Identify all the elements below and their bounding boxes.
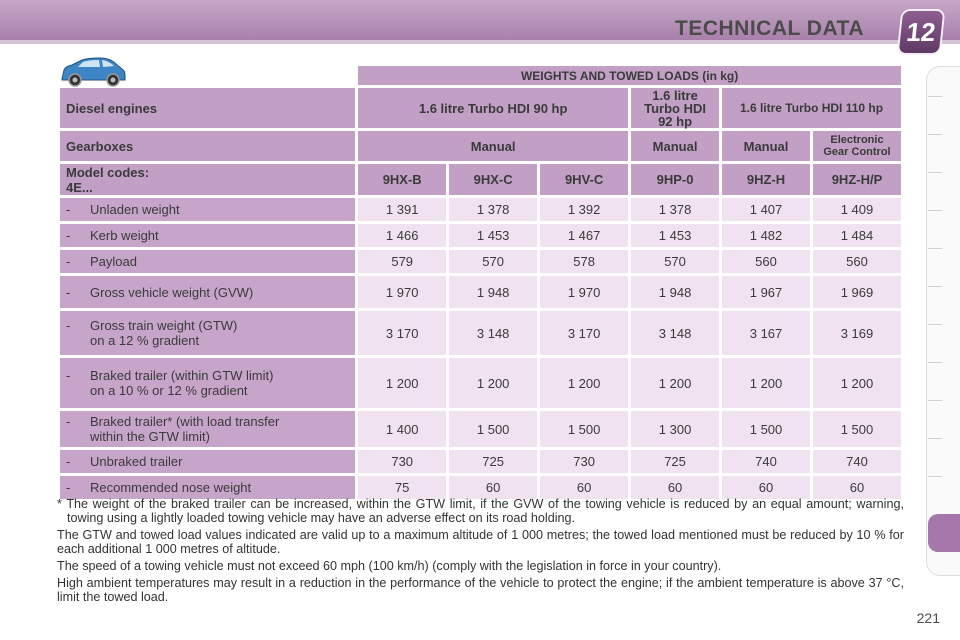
table-cell: 1 500 [722, 411, 810, 447]
table-cell: 60 [540, 476, 628, 499]
side-tab-divider [928, 476, 942, 477]
row-dash: - [66, 254, 71, 269]
table-row [60, 276, 901, 308]
row-label [60, 250, 355, 273]
gearbox-d-line: Gear Control [823, 146, 891, 158]
table-cell: 1 392 [540, 198, 628, 221]
model-code-header: 9HZ-H/P [813, 164, 901, 195]
model-codes-line: 4E... [66, 179, 93, 195]
chapter-badge[interactable]: 12 [899, 11, 943, 53]
table-cell: 1 407 [722, 198, 810, 221]
side-tab-divider [928, 438, 942, 439]
row-label-continuation: on a 12 % gradient [90, 333, 200, 348]
table-cell: 1 484 [813, 224, 901, 247]
side-tab-divider [928, 400, 942, 401]
row-label [60, 450, 355, 473]
row-label-continuation: within the GTW limit) [90, 429, 210, 444]
gearbox-c: Manual [722, 131, 810, 161]
table-cell: 3 167 [722, 311, 810, 355]
table-cell: 1 500 [540, 411, 628, 447]
table-cell: 3 148 [449, 311, 537, 355]
row-dash: - [66, 454, 71, 469]
table-cell: 1 453 [449, 224, 537, 247]
side-tab-active[interactable] [928, 514, 960, 552]
row-dash: - [66, 284, 71, 300]
table-cell: 579 [358, 250, 446, 273]
row-label-text: Braked trailer* (with load transfer [90, 414, 280, 429]
row-label-text: Gross train weight (GTW) [90, 318, 238, 333]
row-label-text: Unladen weight [90, 202, 180, 217]
row-dash: - [66, 480, 71, 495]
table-cell: 730 [358, 450, 446, 473]
table-cell: 3 170 [540, 311, 628, 355]
side-tab-divider [928, 96, 942, 97]
table-row [60, 411, 901, 447]
table-cell: 740 [813, 450, 901, 473]
row-label-continuation: on a 10 % or 12 % gradient [90, 383, 248, 398]
table-cell: 1 378 [449, 198, 537, 221]
table-cell: 60 [722, 476, 810, 499]
chapter-side-tabs [926, 66, 960, 576]
note-paragraph: The speed of a towing vehicle must not exceed 60 mph (100 km/h) (comply with the legislation in force in your country). [57, 559, 722, 573]
table-cell: 1 200 [631, 358, 719, 408]
engine-b-line: 92 hp [658, 113, 693, 129]
table-row [60, 476, 901, 499]
table-cell: 1 969 [813, 276, 901, 308]
row-label [60, 358, 355, 408]
row-label-text: Recommended nose weight [90, 480, 252, 495]
table-cell: 570 [631, 250, 719, 273]
table-cell: 740 [722, 450, 810, 473]
table-cell: 1 300 [631, 411, 719, 447]
engine-b-header [631, 88, 719, 128]
model-codes-label [60, 164, 355, 195]
row-label [60, 411, 355, 447]
table-row [60, 358, 901, 408]
table-row [60, 311, 901, 355]
model-code-header: 9HV-C [540, 164, 628, 195]
table-cell: 560 [722, 250, 810, 273]
table-cell: 570 [449, 250, 537, 273]
engine-row-label: Diesel engines [60, 88, 355, 128]
notes-section [57, 497, 904, 607]
gearbox-a: Manual [358, 131, 628, 161]
row-dash: - [66, 318, 71, 333]
table-cell: 1 482 [722, 224, 810, 247]
table-cell: 578 [540, 250, 628, 273]
model-code-header: 9HX-C [449, 164, 537, 195]
side-tab-divider [928, 134, 942, 135]
engine-b-line: Turbo HDI [644, 100, 706, 116]
row-label-text: Braked trailer (within GTW limit) [90, 368, 274, 383]
table-cell: 1 200 [540, 358, 628, 408]
engine-c-header: 1.6 litre Turbo HDI 110 hp [722, 88, 901, 128]
gearbox-d [813, 131, 901, 161]
side-tab-divider [928, 172, 942, 173]
table-cell: 3 169 [813, 311, 901, 355]
model-code-header: 9HX-B [358, 164, 446, 195]
model-codes-line: Model codes: [66, 164, 150, 180]
page-title: TECHNICAL DATA [675, 17, 864, 40]
side-tab-divider [928, 248, 942, 249]
table-cell: 1 466 [358, 224, 446, 247]
footnote: * The weight of the braked trailer can be increased, within the GTW limit, if the GVW of the towing vehicle is reduced by an equal amount; warning, towing using a lightly loaded towing vehicle may have an adverse effect on its road holding. [57, 497, 904, 525]
table-cell: 1 200 [358, 358, 446, 408]
table-cell: 60 [813, 476, 901, 499]
table-cell: 1 970 [358, 276, 446, 308]
table-cell: 1 453 [631, 224, 719, 247]
row-label [60, 198, 355, 221]
table-cell: 3 170 [358, 311, 446, 355]
weights-table [57, 63, 904, 502]
table-cell: 1 400 [358, 411, 446, 447]
engine-b-line: 1.6 litre [652, 87, 698, 103]
table-cell: 1 500 [449, 411, 537, 447]
note-paragraph: High ambient temperatures may result in a reduction in the performance of the vehicle to protect the engine; if the ambient temperature is above 37 °C, limit the towed load. [57, 576, 904, 604]
row-label-text: Kerb weight [90, 228, 159, 243]
table-row [60, 224, 901, 247]
row-dash: - [66, 202, 71, 217]
table-cell: 730 [540, 450, 628, 473]
side-tab-divider [928, 286, 942, 287]
row-label-text: Gross vehicle weight (GVW) [90, 284, 254, 300]
gearbox-row-label: Gearboxes [60, 131, 355, 161]
row-label [60, 476, 355, 499]
row-label [60, 276, 355, 308]
table-row [60, 198, 901, 221]
table-cell: 1 378 [631, 198, 719, 221]
note-paragraph: The GTW and towed load values indicated are valid up to a maximum altitude of 1 000 metres; the towed load mentioned must be reduced by 10 % for each additional 1 000 metres of altitude. [57, 528, 904, 556]
gearbox-d-line: Electronic [830, 134, 884, 146]
row-label [60, 311, 355, 355]
table-cell: 60 [631, 476, 719, 499]
caption-spacer [60, 66, 355, 85]
table-cell: 1 391 [358, 198, 446, 221]
side-tab-divider [928, 362, 942, 363]
table-cell: 1 200 [722, 358, 810, 408]
table-cell: 1 948 [449, 276, 537, 308]
row-label [60, 224, 355, 247]
page-number: 221 [916, 610, 940, 626]
table-caption: WEIGHTS AND TOWED LOADS (in kg) [358, 66, 901, 85]
table-cell: 1 467 [540, 224, 628, 247]
gearbox-b: Manual [631, 131, 719, 161]
table-cell: 725 [449, 450, 537, 473]
table-row [60, 250, 901, 273]
side-tab-divider [928, 210, 942, 211]
row-dash: - [66, 414, 71, 429]
table-cell: 1 967 [722, 276, 810, 308]
side-tab-divider [928, 324, 942, 325]
engine-a-header: 1.6 litre Turbo HDI 90 hp [358, 88, 628, 128]
table-cell: 1 200 [813, 358, 901, 408]
table-cell: 560 [813, 250, 901, 273]
row-label-text: Unbraked trailer [90, 454, 183, 469]
table-cell: 725 [631, 450, 719, 473]
table-cell: 75 [358, 476, 446, 499]
table-row [60, 450, 901, 473]
table-cell: 3 148 [631, 311, 719, 355]
table-cell: 60 [449, 476, 537, 499]
table-cell: 1 409 [813, 198, 901, 221]
model-code-header: 9HZ-H [722, 164, 810, 195]
table-cell: 1 948 [631, 276, 719, 308]
table-cell: 1 200 [449, 358, 537, 408]
table-cell: 1 500 [813, 411, 901, 447]
model-code-header: 9HP-0 [631, 164, 719, 195]
row-dash: - [66, 228, 71, 243]
table-cell: 1 970 [540, 276, 628, 308]
row-label-text: Payload [90, 254, 137, 269]
row-dash: - [66, 368, 71, 383]
